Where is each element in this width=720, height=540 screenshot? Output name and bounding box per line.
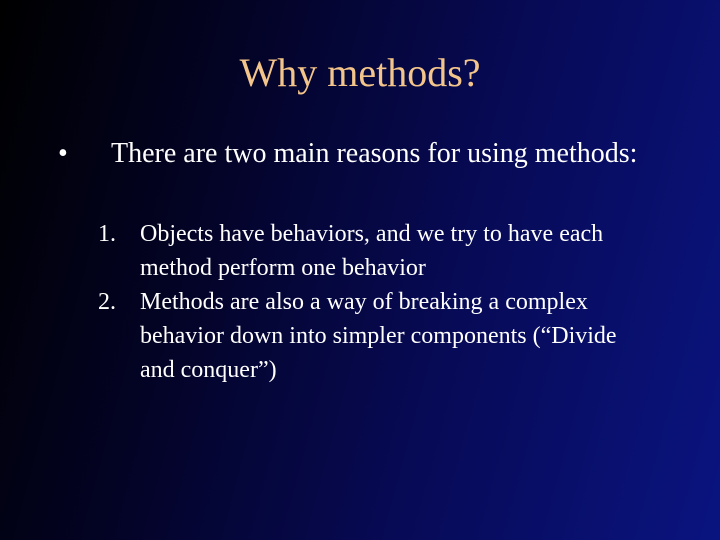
reason-item-1 [98,217,658,285]
slide-title: Why methods? [239,50,481,95]
main-bullet-text: There are two main reasons for using methods: [111,138,638,169]
reason-number: 1. [98,221,116,247]
reason-number: 2. [98,289,116,315]
reason-item-2 [98,285,658,387]
bullet-icon: • [58,138,68,169]
reason-text: Methods are also a way of breaking a complex behavior down into simpler components (“Divide and conquer”) [140,289,617,383]
reasons-list [98,217,658,387]
reason-text: Objects have behaviors, and we try to have each method perform one behavior [140,221,604,281]
